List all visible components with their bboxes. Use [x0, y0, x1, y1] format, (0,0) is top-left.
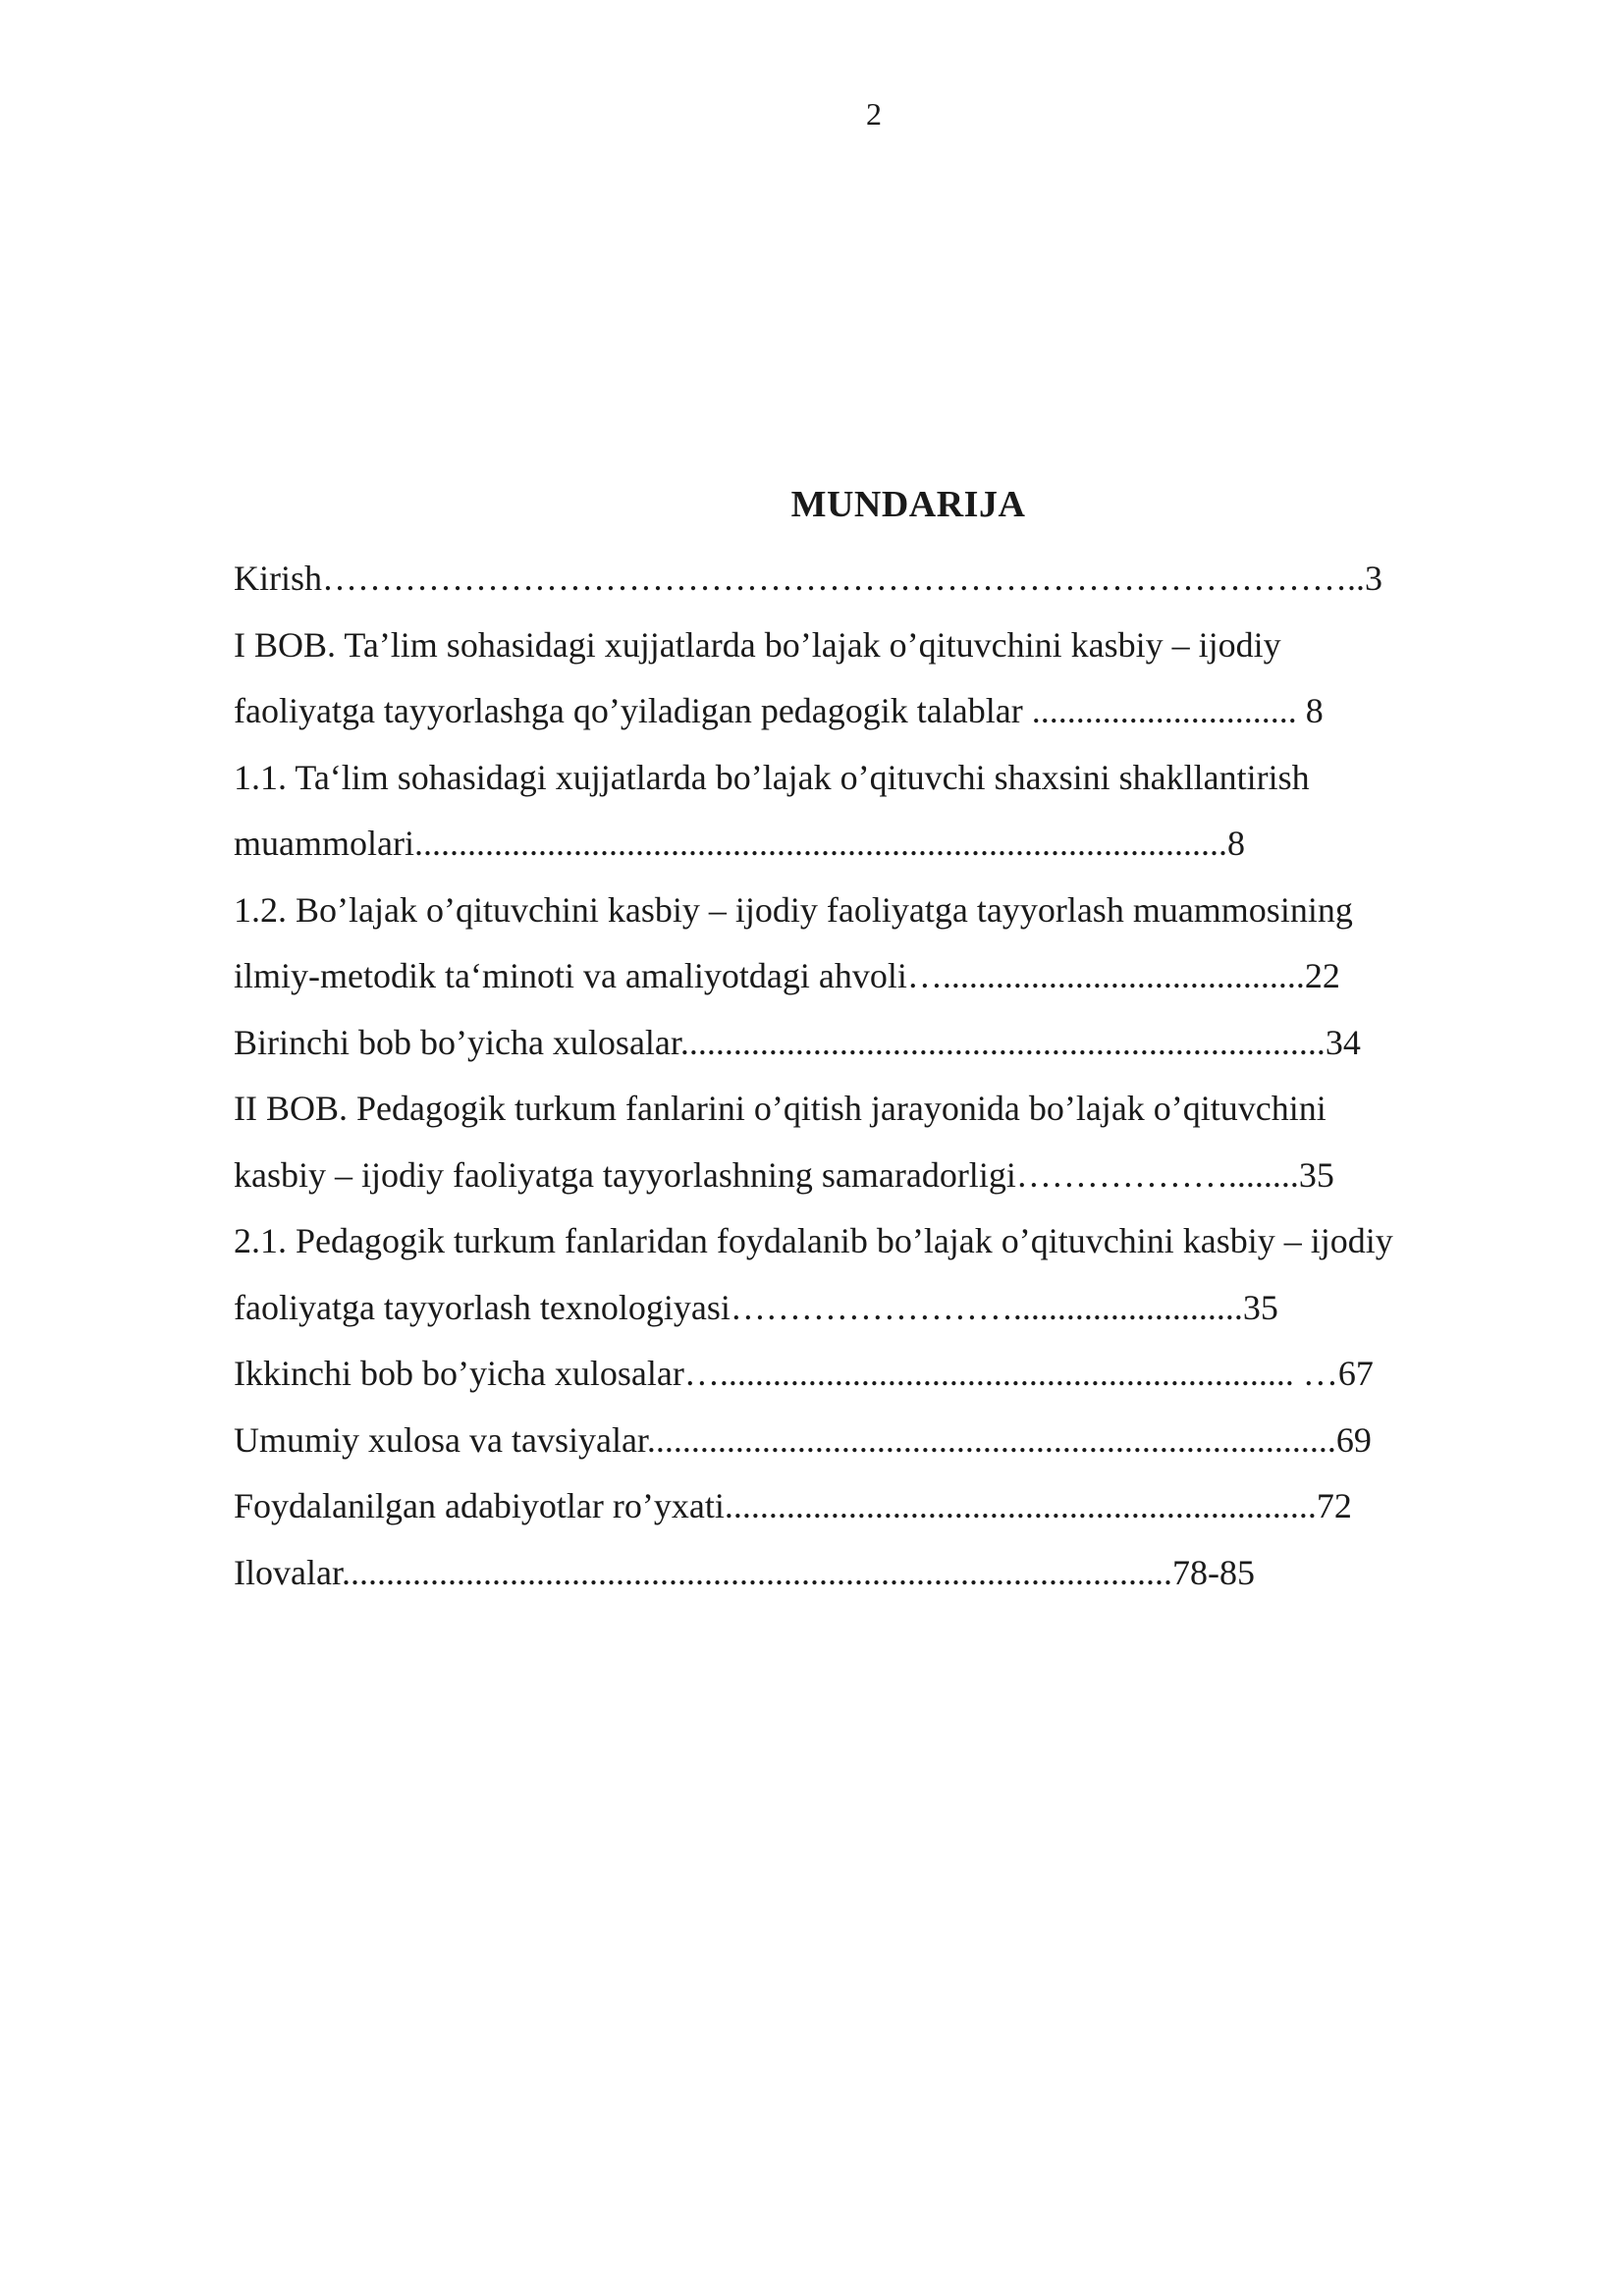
toc-line: II BOB. Pedagogik turkum fanlarini o’qitish jarayonida bo’lajak o’qituvchini: [234, 1089, 1326, 1128]
toc-line: Ikkinchi bob bo’yicha xulosalar…................................................................. …67: [234, 1354, 1374, 1393]
toc-line: Birinchi bob bo’yicha xulosalar.........................................................................34: [234, 1022, 1361, 1062]
page-number: 2: [866, 96, 882, 132]
toc-line: I BOB. Ta’lim sohasidagi xujjatlarda bo’lajak o’qituvchini kasbiy – ijodiy: [234, 624, 1281, 665]
toc-line: kasbiy – ijodiy faoliyatga tayyorlashning samaradorligi………………........35: [234, 1154, 1334, 1195]
toc-line: 1.2. Bo’lajak o’qituvchini kasbiy – ijodiy faoliyatga tayyorlash muammosining: [234, 889, 1353, 930]
toc-line: faoliyatga tayyorlash texnologiyasi……………………..........................35: [234, 1287, 1278, 1327]
toc-line: faoliyatga tayyorlashga qo’yiladigan pedagogik talablar .............................. 8: [234, 691, 1324, 730]
toc-line: Kirish……………………………………………………………………………..3: [234, 559, 1382, 598]
toc-line: muammolari............................................................................................8: [234, 824, 1245, 863]
table-of-contents: [234, 546, 1510, 1606]
toc-line: ilmiy-metodik ta‘minoti va amaliyotdagi ahvoli….........................................22: [234, 956, 1340, 995]
toc-line: 1.1. Ta‘lim sohasidagi xujjatlarda bo’lajak o’qituvchi shaxsini shakllantirish: [234, 757, 1310, 797]
toc-line: Foydalanilgan adabiyotlar ro’yxati...................................................................72: [234, 1486, 1352, 1525]
toc-line: Ilovalar..............................................................................................78-85: [234, 1552, 1255, 1592]
toc-line: 2.1. Pedagogik turkum fanlaridan foydalanib bo’lajak o’qituvchini kasbiy – ijodiy: [234, 1221, 1393, 1260]
toc-line: Umumiy xulosa va tavsiyalar..............................................................................69: [234, 1419, 1372, 1460]
toc-title: MUNDARIJA: [790, 484, 1026, 525]
